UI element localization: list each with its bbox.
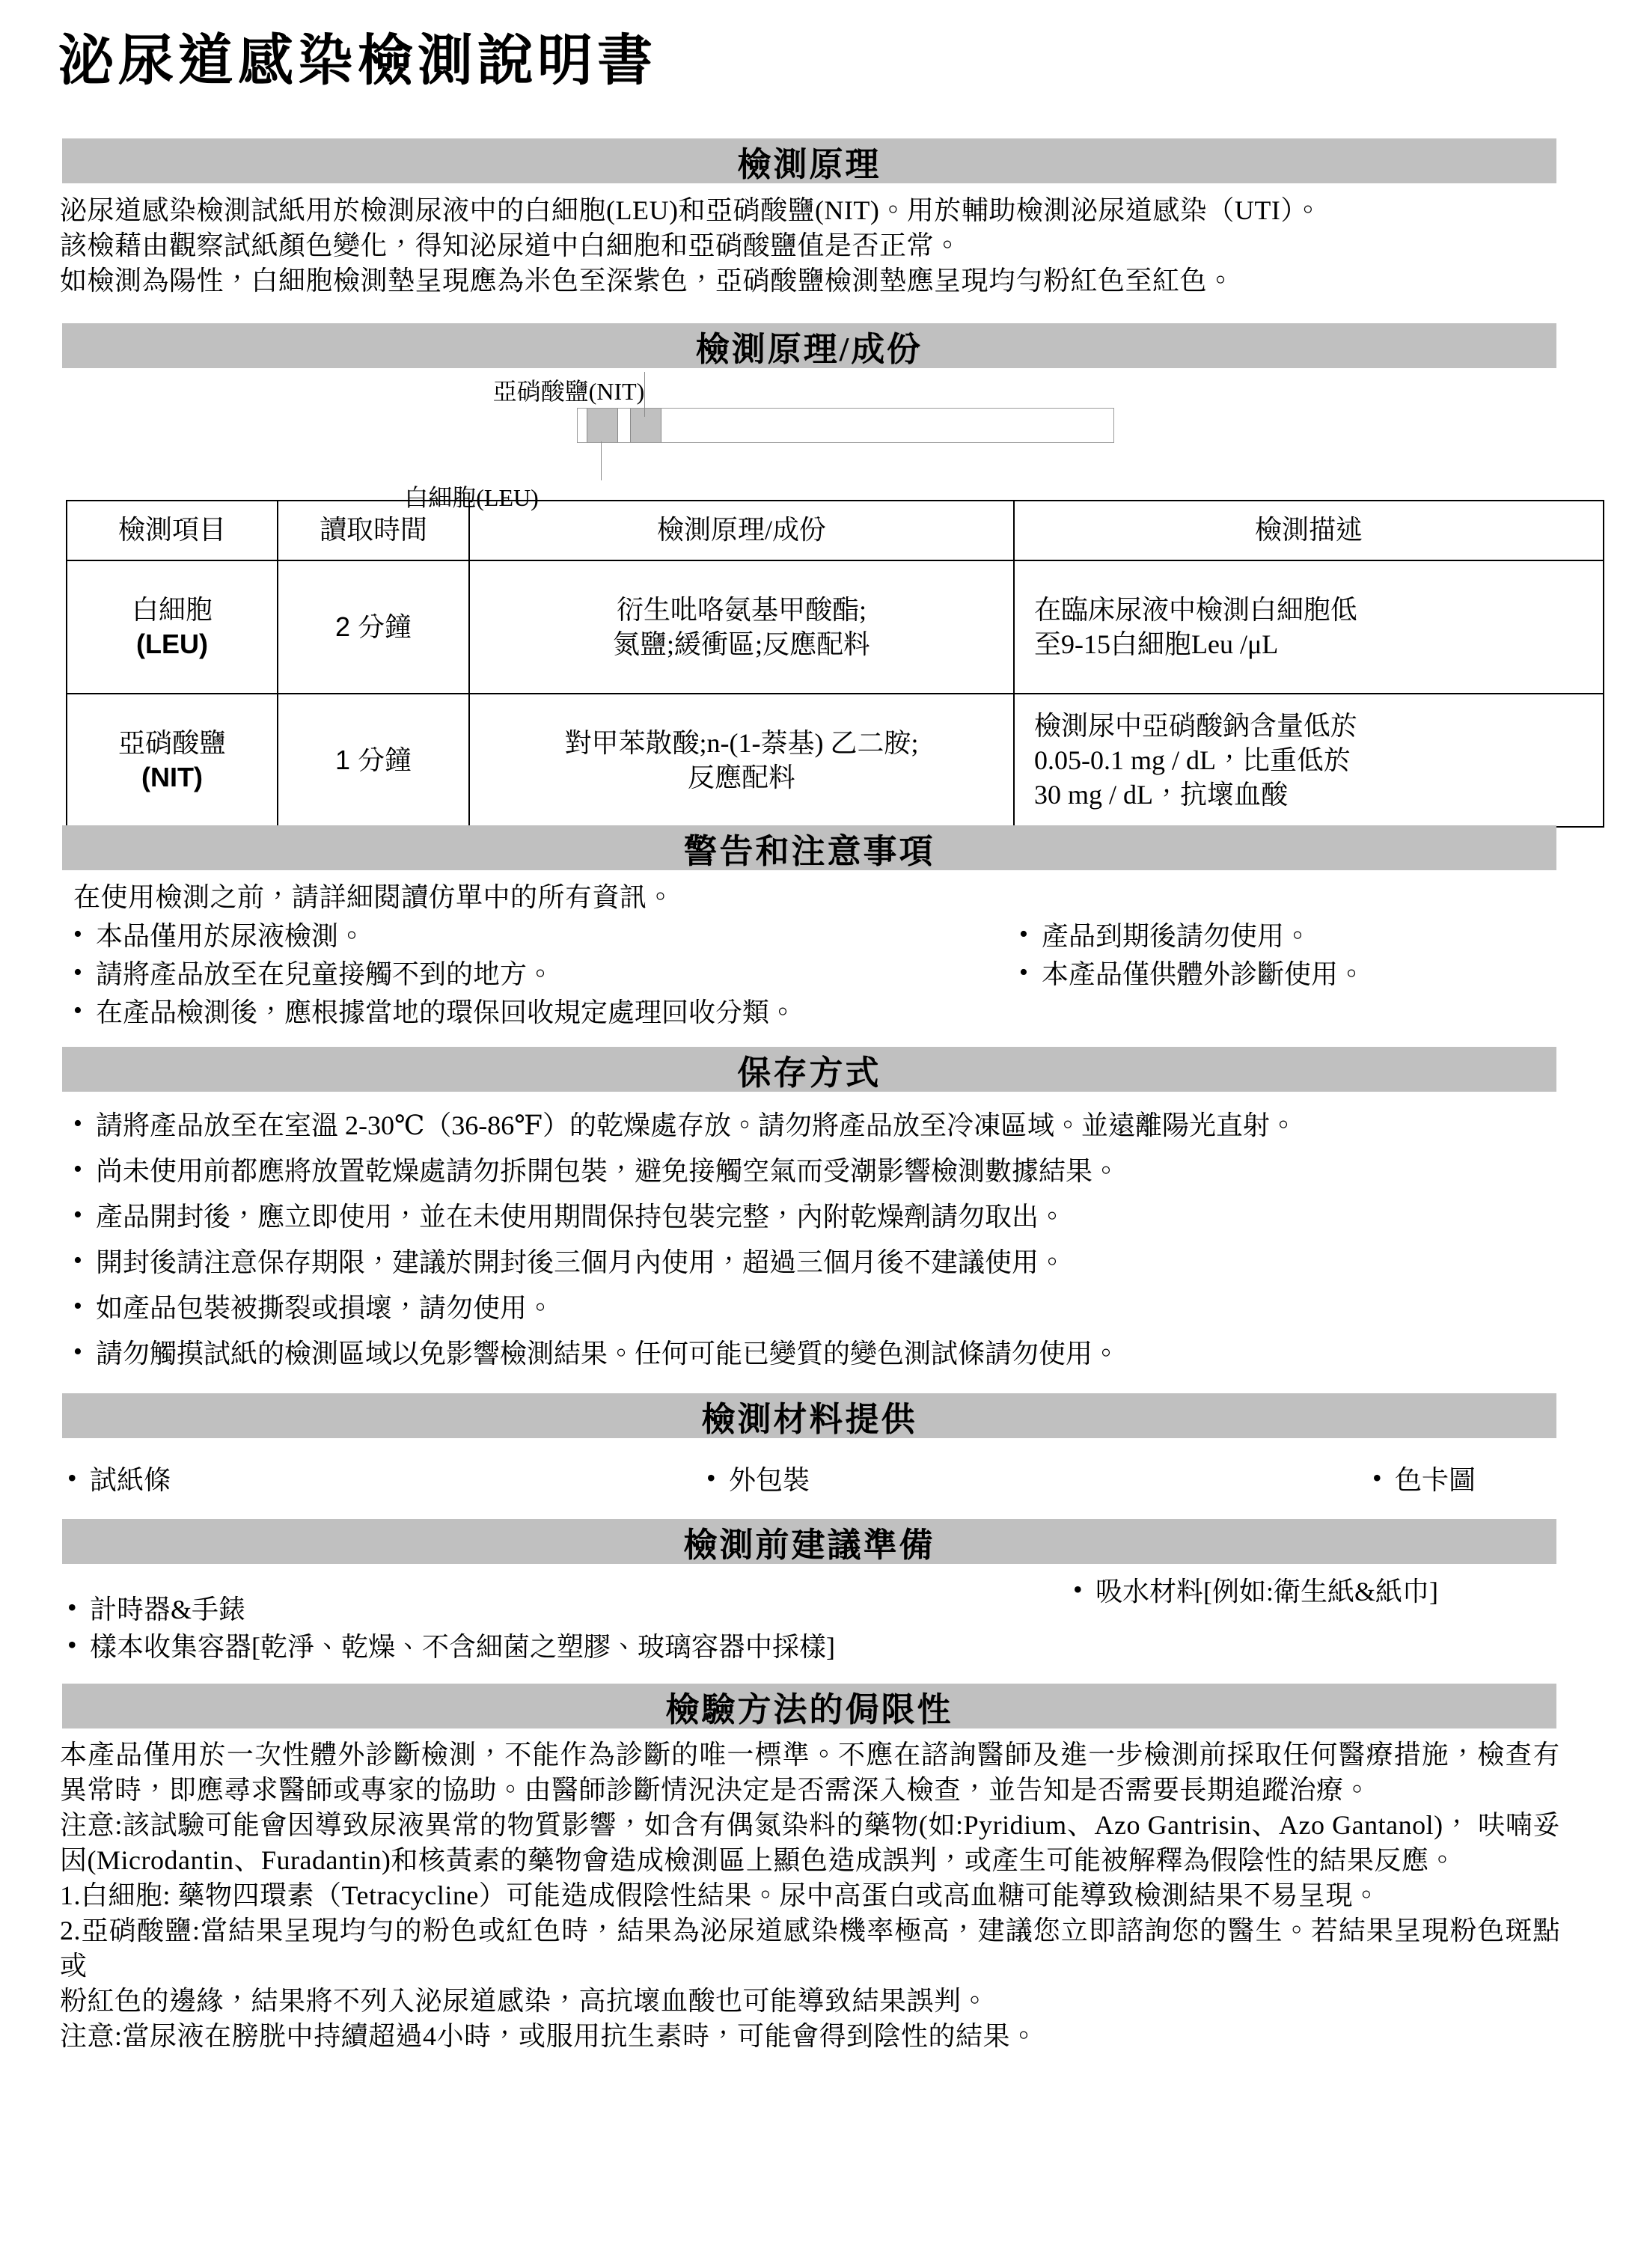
cell-item-nit <box>67 694 278 827</box>
page-title: 泌尿道感染檢測說明書 <box>58 31 657 92</box>
list-item: • 本產品僅供體外診斷使用。 <box>1013 957 1567 992</box>
nit-test-pad <box>630 409 661 442</box>
table-header-row <box>67 501 1604 560</box>
strip-label-nit: 亞硝酸鹽(NIT) <box>492 378 645 405</box>
strip-body <box>577 408 1114 443</box>
cell-description-nit <box>1014 694 1604 827</box>
section-heading-limitations: 檢驗方法的侷限性 <box>62 1684 1556 1728</box>
preparation-list-row-1 <box>0 1574 1635 1624</box>
section-heading-storage: 保存方式 <box>62 1047 1556 1092</box>
list-item: • 計時器&手錶 <box>64 1592 245 1627</box>
principle-paragraph-2: 該檢藉由觀察試紙顏色變化，得知泌尿道中白細胞和亞硝酸鹽值是否正常。 <box>60 230 962 260</box>
cell-readtime-nit: 1 分鐘 <box>278 694 469 827</box>
test-strip-diagram <box>577 408 1146 460</box>
list-item: • 尚未使用前都應將放置乾燥處請勿拆開包裝，避免接觸空氣而受潮影響檢測數據結果。 <box>67 1154 1560 1189</box>
section-heading-principle: 檢測原理 <box>62 138 1556 183</box>
leu-principle-line-1: 衍生吡咯氨基甲酸酯; <box>616 595 867 625</box>
section-heading-composition: 檢測原理/成份 <box>62 323 1556 368</box>
limitations-final-note: 注意:當尿液在膀胱中持續超過4小時，或服用抗生素時，可能會得到陰性的結果。 <box>60 2021 1038 2051</box>
preparation-list-row-2 <box>0 1630 1635 1675</box>
table-header-principle: 檢測原理/成份 <box>469 501 1014 560</box>
section-heading-preparation: 檢測前建議準備 <box>62 1519 1556 1564</box>
leu-desc-line-1: 在臨床尿液中檢測白細胞低 <box>1034 595 1358 625</box>
limitations-body <box>60 1737 1560 2054</box>
list-item: • 外包裝 <box>703 1463 810 1498</box>
list-item: • 試紙條 <box>64 1463 171 1498</box>
nit-principle-line-2: 反應配料 <box>687 762 795 792</box>
cell-item-leu <box>67 560 278 694</box>
principle-body <box>60 193 1560 299</box>
warnings-list-right <box>1013 919 1567 995</box>
materials-list <box>0 1463 1635 1508</box>
cell-principle-nit <box>469 694 1014 827</box>
limitations-main-paragraph: 本產品僅用於一次性體外診斷檢測，不能作為診斷的唯一標準。不應在諮詢醫師及進一步檢測前採取任何醫療措施，檢查有異常時，即應尋求醫師或專家的協助。由醫師診斷情況決定是否需深入檢查，並告知是否需要長期追蹤治療。 <box>60 1740 1560 1805</box>
table-header-readtime: 讀取時間 <box>278 501 469 560</box>
list-item: • 產品到期後請勿使用。 <box>1013 919 1567 954</box>
warnings-list-left <box>67 919 950 1033</box>
list-item: • 吸水材料[例如:衛生紙&紙巾] <box>1070 1574 1438 1610</box>
leu-leader-line <box>601 441 602 480</box>
section-heading-materials: 檢測材料提供 <box>62 1393 1556 1438</box>
cell-description-leu <box>1014 560 1604 694</box>
strip-label-leu: 白細胞(LEU) <box>404 484 539 511</box>
list-item: • 請將產品放至在室溫 2-30℃（36-86℉）的乾燥處存放。請勿將產品放至冷凍區域。並遠離陽光直射。 <box>67 1108 1560 1143</box>
section-heading-warnings: 警告和注意事項 <box>62 825 1556 870</box>
list-item: • 在產品檢測後，應根據當地的環保回收規定處理回收分類。 <box>67 995 950 1030</box>
table-header-description: 檢測描述 <box>1014 501 1604 560</box>
storage-list <box>67 1108 1560 1372</box>
list-item: • 請勿觸摸試紙的檢測區域以免影響檢測結果。任何可能已變質的變色測試條請勿使用。 <box>67 1336 1560 1372</box>
list-item: • 如產品包裝被撕裂或損壞，請勿使用。 <box>67 1291 1560 1326</box>
cell-readtime-leu: 2 分鐘 <box>278 560 469 694</box>
limitations-item-1: 1.白細胞: 藥物四環素（Tetracycline）可能造成假陰性結果。尿中高蛋白或高血糖可能導致檢測結果不易呈現。 <box>60 1880 1381 1910</box>
principle-paragraph-1: 泌尿道感染檢測試紙用於檢測尿液中的白細胞(LEU)和亞硝酸鹽(NIT)。用於輔助檢測泌尿道感染（UTI）。 <box>60 195 1322 225</box>
cell-principle-leu <box>469 560 1014 694</box>
warnings-intro: 在使用檢測之前，請詳細閱讀仿單中的所有資訊。 <box>73 882 675 912</box>
limitations-item-2-line-1: 2.亞硝酸鹽:當結果呈現均勻的粉色或紅色時，結果為泌尿道感染機率極高，建議您立即諮詢您的醫生。若結果呈現粉色斑點或 <box>60 1916 1560 1981</box>
table-row <box>67 694 1604 827</box>
nit-code: (NIT) <box>141 762 203 792</box>
nit-name: 亞硝酸鹽 <box>117 728 226 758</box>
list-item: • 產品開封後，應立即使用，並在未使用期間保持包裝完整，內附乾燥劑請勿取出。 <box>67 1199 1560 1235</box>
nit-principle-line-1: 對甲苯散酸;n-(1-萘基) 乙二胺; <box>564 728 919 758</box>
leu-name: 白細胞 <box>131 595 213 625</box>
limitations-item-2-line-2: 粉紅色的邊緣，結果將不列入泌尿道感染，高抗壞血酸也可能導致結果誤判。 <box>60 1986 989 2016</box>
composition-table <box>66 500 1604 828</box>
nit-desc-line-2: 0.05-0.1 mg / dL，比重低於 <box>1034 745 1351 775</box>
leu-desc-line-2: 至9-15白細胞Leu /μL <box>1034 629 1279 659</box>
table-header-item: 檢測項目 <box>67 501 278 560</box>
list-item: • 請將產品放至在兒童接觸不到的地方。 <box>67 957 950 992</box>
limitations-note-paragraph: 注意:該試驗可能會因導致尿液異常的物質影響，如含有偶氮染料的藥物(如:Pyridium、Azo Gantrisin、Azo Gantanol)， 呋喃妥因(Microdantin、Furadantin)和核黃素的藥物會造成檢測區上顯色造成誤判，或產生可能被解釋為假陰性的結果反應。 <box>60 1810 1560 1875</box>
principle-paragraph-3: 如檢測為陽性，白細胞檢測墊呈現應為米色至深紫色，亞硝酸鹽檢測墊應呈現均勻粉紅色至紅色。 <box>60 266 1235 296</box>
nit-desc-line-3: 30 mg / dL，抗壞血酸 <box>1034 780 1288 810</box>
table-row <box>67 560 1604 694</box>
list-item: • 本品僅用於尿液檢測。 <box>67 919 950 954</box>
nit-desc-line-1: 檢測尿中亞硝酸鈉含量低於 <box>1034 711 1358 741</box>
list-item: • 樣本收集容器[乾淨、乾燥、不含細菌之塑膠、玻璃容器中採樣] <box>64 1630 835 1665</box>
leu-principle-line-2: 氮鹽;緩衝區;反應配料 <box>612 629 870 659</box>
leu-test-pad <box>587 409 618 442</box>
leu-code: (LEU) <box>136 629 208 659</box>
list-item: • 色卡圖 <box>1369 1463 1476 1498</box>
list-item: • 開封後請注意保存期限，建議於開封後三個月內使用，超過三個月後不建議使用。 <box>67 1245 1560 1280</box>
